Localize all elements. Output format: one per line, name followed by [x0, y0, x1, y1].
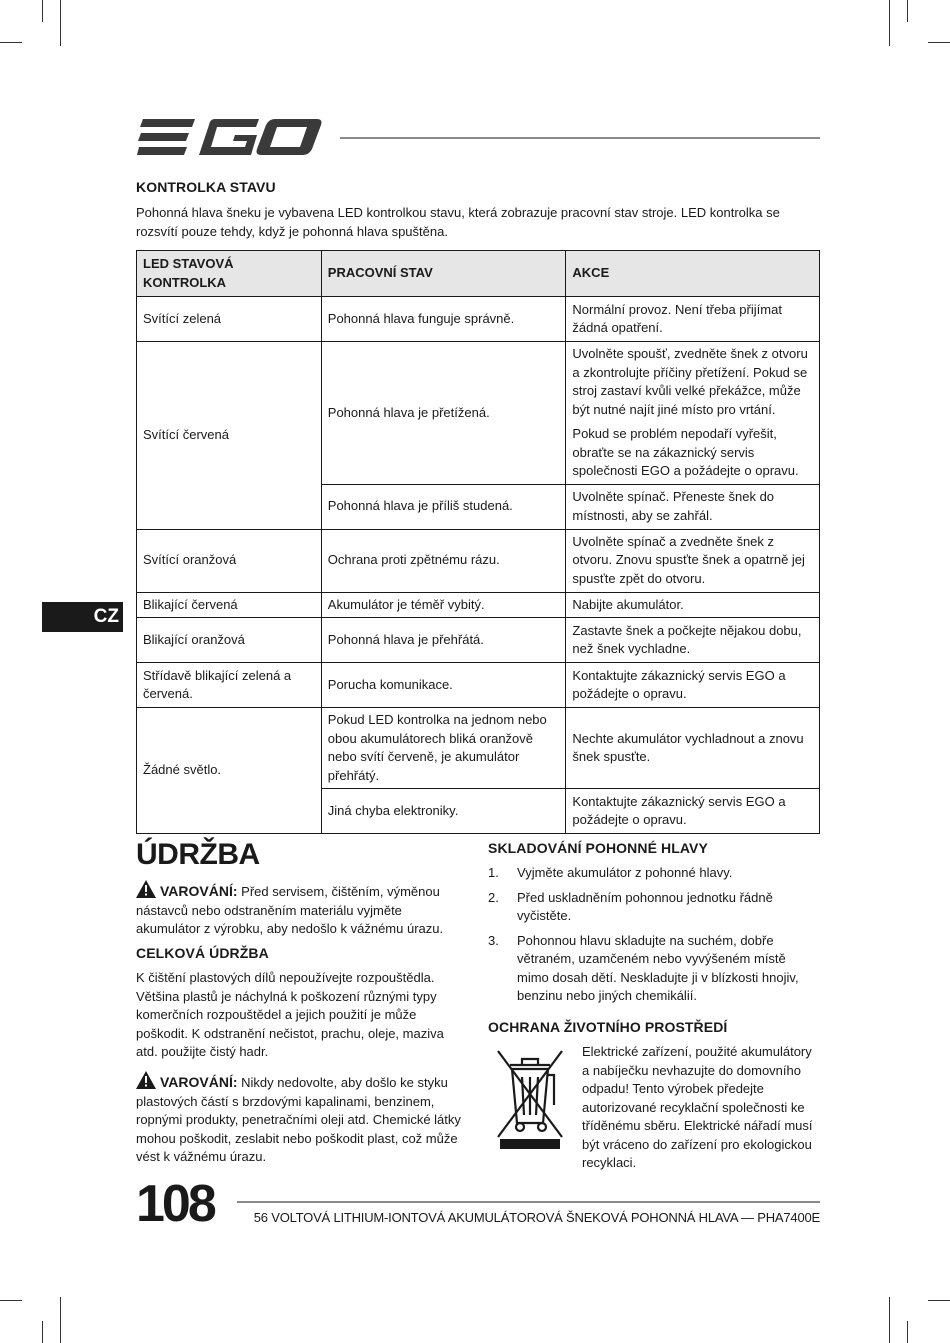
list-item [488, 889, 820, 926]
header-rule [340, 137, 820, 139]
warning-paragraph [136, 880, 466, 939]
action-cell: Kontaktujte zákaznický servis EGO a požádejte o opravu. [566, 663, 820, 708]
status-section-title: KONTROLKA STAVU [136, 179, 276, 195]
crop-mark [907, 1321, 908, 1343]
led-cell: Svítící oranžová [137, 529, 322, 592]
crop-mark [60, 0, 61, 46]
table-row [137, 342, 820, 485]
action-cell: Uvolněte spínač. Přeneste šnek do místnosti, aby se zahřál. [566, 484, 820, 529]
crop-mark [889, 0, 890, 46]
language-tab-label: CZ [93, 606, 119, 627]
weee-crossed-bin-icon [492, 1045, 568, 1151]
action-cell: Kontaktujte zákaznický servis EGO a požádejte o opravu. [566, 789, 820, 834]
footer-rule [237, 1201, 820, 1203]
led-cell: Střídavě blikající zelená a červená. [137, 663, 322, 708]
warning-label: VAROVÁNÍ: [160, 1074, 238, 1090]
list-item [488, 932, 820, 1006]
column-header: PRACOVNÍ STAV [321, 251, 566, 297]
state-cell: Pohonná hlava je příliš studená. [321, 484, 566, 529]
warning-label: VAROVÁNÍ: [160, 883, 238, 899]
page-number: 108 [136, 1175, 214, 1233]
state-cell: Pokud LED kontrolka na jednom nebo obou akumulátorech bliká oranžově nebo svítí červeně, je akumulátor přehřátý. [321, 708, 566, 789]
maintenance-title: ÚDRŽBA [136, 838, 260, 871]
state-cell: Ochrana proti zpětnému rázu. [321, 529, 566, 592]
state-cell: Jiná chyba elektroniky. [321, 789, 566, 834]
action-cell: Uvolněte spínač a zvedněte šnek z otvoru. Znovu spusťte šnek a opatrně jej spusťte zpět do otvoru. [566, 529, 820, 592]
list-number: 1. [488, 865, 499, 880]
crop-mark [0, 42, 22, 43]
led-cell: Blikající červená [137, 592, 322, 618]
general-maintenance-text: K čištění plastových dílů nepoužívejte rozpouštědla. Většina plastů je náchylná k poškození různými typy komerčních rozpouštědel a jejich použití je může poškodit. K odstranění nečistot, prachu, oleje, maziva atd. použijte čistý hadr. [136, 970, 444, 1059]
table-header-row [137, 251, 820, 297]
action-cell: Normální provoz. Není třeba přijímat žádná opatření. [566, 297, 820, 342]
list-number: 3. [488, 932, 499, 948]
column-header: LED STAVOVÁ KONTROLKA [137, 251, 322, 297]
crop-mark [907, 0, 908, 22]
state-cell: Pohonná hlava je přehřátá. [321, 618, 566, 663]
state-cell: Pohonná hlava funguje správně. [321, 297, 566, 342]
crop-mark [0, 1300, 22, 1301]
crop-mark [42, 0, 43, 22]
action-cell: Nechte akumulátor vychladnout a znovu šnek spusťte. [566, 708, 820, 789]
status-section-intro: Pohonná hlava šneku je vybavena LED kontrolkou stavu, která zobrazuje pracovní stav stroje. LED kontrolka se rozsvítí pouze tehdy, když je pohonná hlava spuštěna. [136, 205, 780, 239]
state-cell: Porucha komunikace. [321, 663, 566, 708]
crop-mark [928, 1300, 950, 1301]
crop-mark [42, 1321, 43, 1343]
warning-triangle-icon [136, 1071, 156, 1089]
warning-text: Nikdy nedovolte, aby došlo ke styku plastových částí s brzdovými kapalinami, benzinem, ropnými produkty, penetračními oleji atd. Chemické látky mohou poškodit, zeslabit nebo poškodit plast, což může vést k vážnému úrazu. [136, 1075, 461, 1164]
general-maintenance-title: CELKOVÁ ÚDRŽBA [136, 945, 269, 961]
list-number: 2. [488, 889, 499, 905]
crop-mark [60, 1297, 61, 1343]
table-row [137, 592, 820, 618]
environment-text: Elektrické zařízení, použité akumulátory a nabíječku nevhazujte do domovního odpadu! Tento výrobek předejte autorizované recyklační společnosti ke tříděnému sběru. Elektrické nářadí musí být vráceno do zařízení pro ekologickou recyklaci. [582, 1044, 813, 1170]
table-row [137, 663, 820, 708]
table-row [137, 708, 820, 789]
action-cell [566, 342, 820, 485]
led-cell: Svítící červená [137, 342, 322, 530]
led-cell: Žádné světlo. [137, 708, 322, 834]
action-text: Pokud se problém nepodaří vyřešit, obraťte se na zákaznický servis společnosti EGO a požádejte o opravu. [572, 426, 799, 478]
ego-logo [137, 117, 322, 157]
list-item [488, 864, 820, 883]
storage-steps [488, 864, 820, 1012]
action-text: Uvolněte spoušť, zvedněte šnek z otvoru a zkontrolujte příčiny přetížení. Pokud se stroj zastaví kvůli velké překážce, může být nutné najít jiné místo pro vrtání. [572, 346, 808, 417]
table-row [137, 297, 820, 342]
warning-text: Před servisem, čištěním, výměnou nástavců nebo odstraněním materiálu vyjměte akumulátor z výrobku, aby nedošlo k vážnému úrazu. [136, 884, 444, 936]
action-cell: Nabijte akumulátor. [566, 592, 820, 618]
table-row [137, 618, 820, 663]
language-tab [42, 602, 123, 632]
table-row [137, 529, 820, 592]
crop-mark [928, 42, 950, 43]
action-cell: Zastavte šnek a počkejte nějakou dobu, než šnek vychladne. [566, 618, 820, 663]
led-cell: Svítící zelená [137, 297, 322, 342]
list-text: Před uskladněním pohonnou jednotku řádně vyčistěte. [517, 889, 773, 923]
warning-paragraph [136, 1071, 466, 1167]
list-text: Vyjměte akumulátor z pohonné hlavy. [517, 865, 733, 880]
footer-title: 56 VOLTOVÁ LITHIUM-IONTOVÁ AKUMULÁTOROVÁ ŠNEKOVÁ POHONNÁ HLAVA — PHA7400E [253, 1210, 820, 1225]
warning-triangle-icon [136, 880, 156, 898]
crop-mark [889, 1297, 890, 1343]
environment-title: OCHRANA ŽIVOTNÍHO PROSTŘEDÍ [488, 1019, 728, 1035]
led-status-table [136, 250, 820, 834]
state-cell: Akumulátor je téměř vybitý. [321, 592, 566, 618]
storage-title: SKLADOVÁNÍ POHONNÉ HLAVY [488, 840, 708, 856]
list-text: Pohonnou hlavu skladujte na suchém, dobře větraném, uzamčeném nebo vyvýšeném místě mimo dosah dětí. Neskladujte ji v blízkosti hnojiv, benzinu nebo jiných chemikálií. [517, 932, 799, 1003]
led-cell: Blikající oranžová [137, 618, 322, 663]
column-header: AKCE [566, 251, 820, 297]
state-cell: Pohonná hlava je přetížená. [321, 342, 566, 485]
